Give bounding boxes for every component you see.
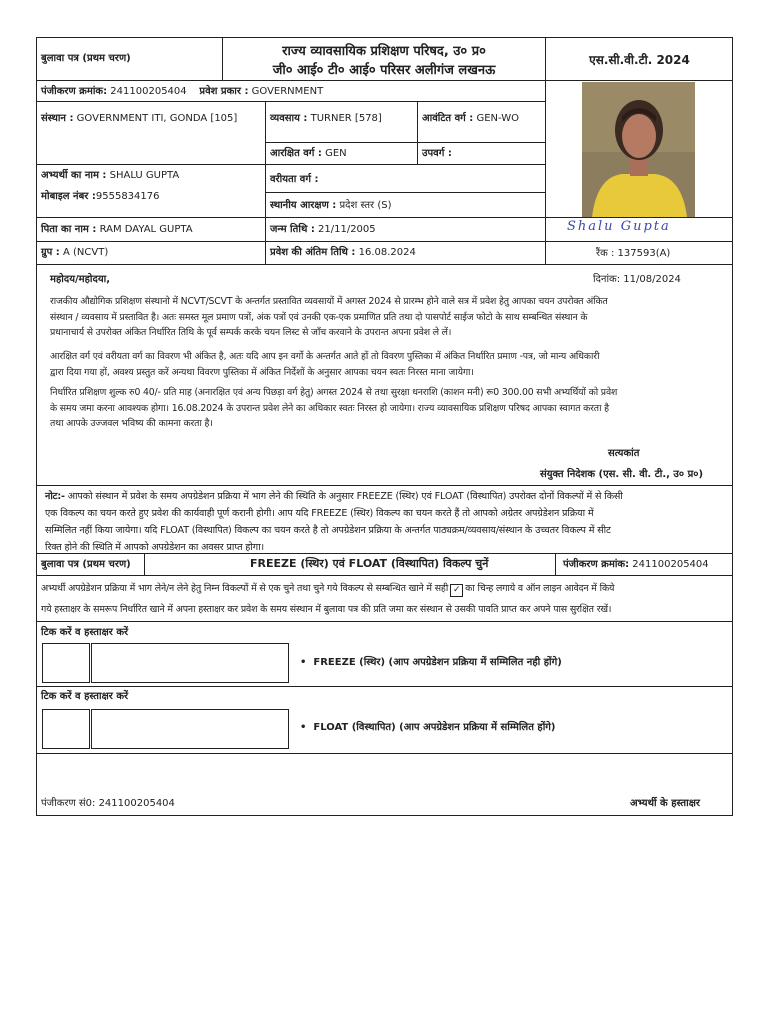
tick-sign-label-float: टिक करें व हस्ताक्षर करें — [41, 691, 129, 702]
grid-line — [417, 101, 418, 164]
subcategory-label: उपवर्ग : — [422, 148, 452, 159]
registration-row — [41, 86, 323, 98]
footer-reg-label: पंजीकरण सं0: — [41, 798, 96, 809]
admission-type-label: प्रवेश प्रकार : — [199, 86, 249, 97]
letter-date — [593, 274, 681, 286]
trade-value: TURNER [578] — [310, 113, 382, 124]
footer-reg — [41, 798, 175, 810]
father-value: RAM DAYAL GUPTA — [99, 224, 193, 235]
grid-line — [36, 264, 733, 265]
grid-line — [36, 575, 733, 576]
institute-cell — [41, 113, 237, 125]
candidate-photo — [582, 82, 695, 217]
priority-label: वरीयता वर्ग : — [270, 174, 319, 185]
grid-line — [545, 80, 546, 265]
council-address: जी० आई० टी० आई० परिसर अलीगंज लखनऊ — [272, 63, 496, 78]
dob-cell — [270, 224, 376, 236]
option-reg-value: 241100205404 — [632, 559, 709, 570]
freeze-tick-box[interactable] — [42, 643, 90, 683]
local-res-label: स्थानीय आरक्षण : — [270, 200, 337, 211]
grid-line — [36, 217, 733, 218]
allotted-label: आवंटित वर्ग : — [422, 113, 474, 124]
float-option-text: FLOAT (विस्थापित) (आप अपग्रेडेशन प्रक्रिया में सम्मिलित होंगे) — [313, 722, 556, 733]
reg-value: 241100205404 — [110, 86, 187, 97]
signatory-title: संयुक्त निदेशक (एस. सी. वी. टी., उ० प्र०) — [540, 469, 704, 480]
header-bottom-line — [36, 80, 733, 81]
last-date-cell — [270, 247, 416, 259]
option-call-letter: बुलावा पत्र (प्रथम चरण) — [41, 559, 131, 570]
allotted-cell — [422, 113, 519, 125]
group-cell — [41, 247, 108, 259]
salutation: महोदय/महोदया, — [50, 274, 111, 285]
candidate-signature-label: अभ्यर्थी के हस्ताक्षर — [630, 798, 700, 809]
grid-line — [36, 101, 546, 102]
grid-line — [555, 553, 556, 575]
note-line-1: आपको संस्थान में प्रवेश के समय अपग्रेडेशन प्रक्रिया में भाग लेने की स्थिति के अनुसार FREEZE (स्थिर) एवं FLOAT (विस्थापित) उपरोक्त दोनों विकल्पों में से किसी — [67, 491, 623, 502]
note-label: नोट:- — [45, 491, 65, 502]
grid-line — [266, 192, 546, 193]
freeze-option-text: FREEZE (स्थिर) (आप अपग्रेडेशन प्रक्रिया में सम्मिलित नही होंगे) — [313, 657, 562, 668]
float-option — [300, 722, 556, 734]
grid-line — [36, 621, 733, 622]
name-value: SHALU GUPTA — [109, 170, 180, 181]
father-label: पिता का नाम : — [41, 224, 97, 235]
last-date-value: 16.08.2024 — [358, 247, 416, 258]
instr-line-1b: का चिन्ह लगाये व ऑन लाइन आवेदन में किये — [465, 583, 615, 594]
group-value: A (NCVT) — [63, 247, 109, 258]
grid-line — [265, 101, 266, 265]
name-cell — [41, 170, 179, 182]
candidate-signature: Shalu Gupta — [567, 219, 671, 234]
institute-label: संस्थान : — [41, 113, 74, 124]
grid-line — [36, 553, 733, 554]
letter-paragraph-2 — [50, 349, 730, 380]
rank-label: रैंक : — [596, 248, 615, 259]
grid-line — [36, 164, 546, 165]
name-label: अभ्यर्थी का नाम : — [41, 170, 107, 181]
grid-line — [266, 142, 546, 143]
dob-label: जन्म तिथि : — [270, 224, 315, 235]
subcategory-cell — [422, 148, 452, 160]
tick-sign-label-freeze: टिक करें व हस्ताक्षर करें — [41, 627, 129, 638]
float-signature-box[interactable] — [91, 709, 289, 749]
bullet-icon: • — [300, 657, 307, 668]
freeze-signature-box[interactable] — [91, 643, 289, 683]
freeze-option — [300, 657, 562, 669]
float-tick-box[interactable] — [42, 709, 90, 749]
trade-label: व्यवसाय : — [270, 113, 308, 124]
para2-line-2: द्वारा दिया गया हों, अवश्य प्रस्तुत करें अन्यथा विवरण पुस्तिका में अंकित निर्देशों के अनुसार आपका चयन स्वतः निरस्त माना जायेगा। — [50, 366, 474, 378]
footer-reg-value: 241100205404 — [98, 798, 175, 809]
last-date-label: प्रवेश की अंतिम तिथि : — [270, 247, 356, 258]
mobile-cell — [41, 191, 160, 203]
reserved-value: GEN — [325, 148, 347, 159]
letter-paragraph-3 — [50, 385, 730, 432]
rank-cell — [596, 248, 670, 260]
option-instructions — [41, 578, 731, 620]
admission-type-value: GOVERNMENT — [251, 86, 324, 97]
para1-line-1: राजकीय औद्योगिक प्रशिक्षण संस्थानो में NCVT/SCVT के अन्तर्गत प्रस्तावित व्यवसायों में अगस्त 2024 से प्रारम्भ होने वाले सत्र में प्रवेश हेतु आपका चयन उपरोक्त अंकित — [50, 296, 608, 307]
note-line-4: रिक्त होने की स्थिति में आपको अपग्रेडेशन का अवसर प्राप्त होगा। — [45, 542, 264, 553]
grid-line — [36, 485, 733, 486]
bullet-icon: • — [300, 722, 307, 733]
option-reg — [563, 559, 709, 571]
para1-line-3: प्रधानाचार्य से उपरोक्त अंकित निर्धारित तिथि के पूर्व सम्पर्क करके चयन लिस्ट से जाँच करवाने के उपरान्त अपना प्रवेश ले लें। — [50, 327, 452, 338]
note-line-3: सम्मिलित नहीं किया जायेगा। यदि FLOAT (विस्थापित) विकल्प का चयन करते है तो अपग्रेडेशन प्रक्रिया के अन्तर्गत पाठ्यक्रम/व्यवसाय/संस्थान के उच्चतर विकल्प में सीट — [45, 525, 611, 536]
candidate-photo-image — [582, 82, 695, 217]
instr-line-2: गये हस्ताक्षर के समरूप निर्धारित खाने में अपना हस्ताक्षर कर प्रवेश के समय संस्थान में बुलावा पत्र की प्रति जमा कर संस्थान से उसकी पावति प्राप्त कर अपने पास सुरक्षित रखें। — [41, 604, 612, 615]
para3-line-2: के समय जमा करना आवश्यक होगा। 16.08.2024 के उपरान्त प्रवेश लेने का अधिकार स्वतः निरस्त हो जायेगा। राज्य व्यावसायिक प्रशिक्षण परिषद आपका स्वागत करता है — [50, 402, 609, 414]
rank-value: 137593(A) — [617, 248, 671, 259]
reg-label: पंजीकरण क्रमांक: — [41, 86, 108, 97]
instr-line-1a: अभ्यर्थी अपग्रेडेशन प्रक्रिया में भाग लेने/न लेने हेतु निम्न विकल्पों में से एक चुने तथा चुने गये विकल्प से सम्बन्धित खाने में सही — [41, 583, 449, 594]
dob-value: 21/11/2005 — [318, 224, 376, 235]
local-res-cell — [270, 200, 391, 212]
council-name: राज्य व्यावसायिक प्रशिक्षण परिषद, उ० प्र० — [282, 44, 486, 59]
allotted-value: GEN-WO — [476, 113, 519, 124]
grid-line — [36, 241, 733, 242]
institute-value: GOVERNMENT ITI, GONDA [105] — [76, 113, 238, 124]
note-line-2: एक विकल्प का चयन करते हुए प्रवेश की कार्यवाही पूर्ण करानी होगी। आप यदि FREEZE (स्थिर) विकल्प का चयन करते हैं तो आपको अग्रेतर अपग्रेडेशन प्रक्रिया में — [45, 508, 594, 519]
mobile-value: 9555834176 — [95, 191, 160, 202]
signatory-name: सत्यकांत — [608, 448, 640, 459]
para1-line-2: संस्थान / व्यवसाय में प्रस्तावित है। अतः समस्त मूल प्रमाण पत्रों, अंक पत्रों एवं उनकी एक-एक प्रमाणित प्रति तथा दो पासपोर्ट साईज फोटो के साथ सम्बन्धित संस्थान के — [50, 311, 588, 323]
grid-line — [144, 553, 145, 575]
option-reg-label: पंजीकरण क्रमांक: — [563, 559, 630, 570]
local-res-value: प्रदेश स्तर (S) — [339, 200, 392, 211]
grid-line — [36, 753, 733, 754]
tick-mark-icon: ✓ — [450, 584, 463, 597]
exam-code: एस.सी.वी.टी. 2024 — [589, 53, 690, 67]
trade-cell — [270, 113, 382, 125]
group-label: ग्रुप : — [41, 247, 60, 258]
father-cell — [41, 224, 193, 236]
note-block — [45, 488, 730, 556]
grid-line — [36, 686, 733, 687]
para2-line-1: आरक्षित वर्ग एवं वरीयता वर्ग का विवरण भी अंकित है, अतः यदि आप इन वर्गो के अन्तर्गत आते हों तो विवरण पुस्तिका में अंकित निर्धारित प्रमाण -पत्र, जो मान्य अधिकारी — [50, 351, 600, 362]
letter-paragraph-1 — [50, 294, 730, 341]
option-title: FREEZE (स्थिर) एवं FLOAT (विस्थापित) विकल्प चुनें — [250, 557, 489, 570]
para3-line-3: तथा आपके उज्जवल भविष्य की कामना करता है। — [50, 418, 213, 429]
priority-cell — [270, 174, 318, 186]
reserved-cell — [270, 148, 347, 160]
letter-date-value: 11/08/2024 — [623, 274, 681, 285]
para3-line-1: निर्धारित प्रशिक्षण शुल्क रु0 40/- प्रति माह (अनारक्षित एवं अन्य पिछड़ा वर्ग हेतु) अगस्त 2024 से तथा सुरक्षा धनराशि (काशन मनी) रू0 300.00 सभी अभ्यर्थियों को प्रवेश — [50, 387, 618, 398]
mobile-label: मोबाइल नंबर : — [41, 191, 96, 202]
call-letter-label: बुलावा पत्र (प्रथम चरण) — [41, 53, 131, 64]
reserved-label: आरक्षित वर्ग : — [270, 148, 322, 159]
letter-date-label: दिनांक: — [593, 274, 621, 285]
